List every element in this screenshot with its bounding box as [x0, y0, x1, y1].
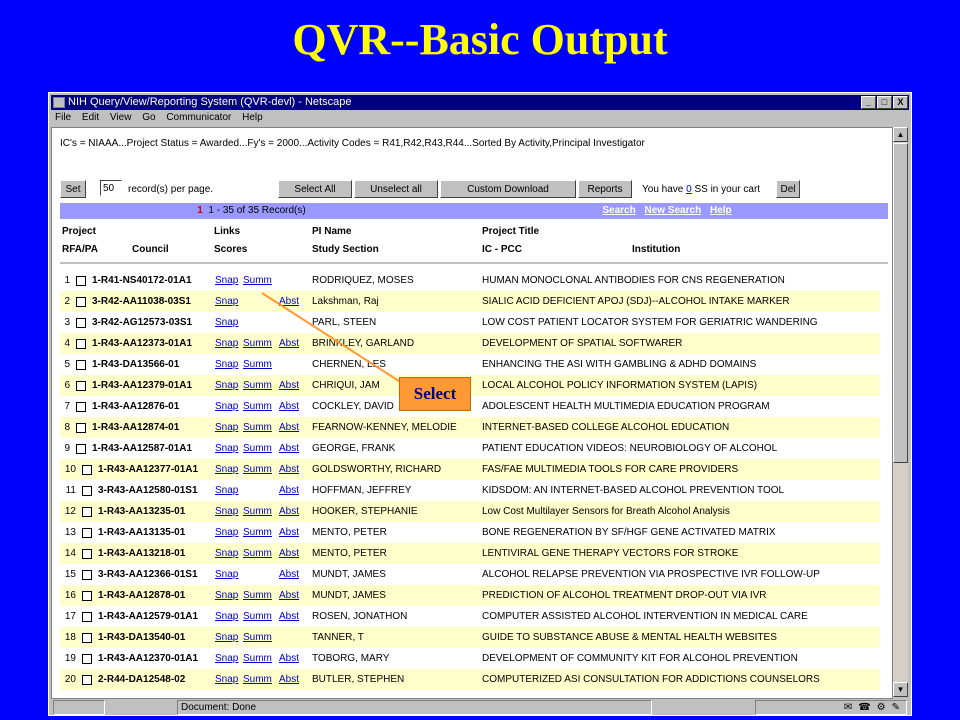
search-criteria: IC's = NIAAA...Project Status = Awarded...Fy's = 2000...Activity Codes = R41,R42,R43,R44...Sorted By Activity,Principal Investigator: [60, 138, 645, 149]
menu-communicator[interactable]: Communicator: [166, 112, 232, 123]
snap-link[interactable]: Snap: [215, 674, 239, 685]
project-title: PREDICTION OF ALCOHOL TREATMENT DROP-OUT VIA IVR: [482, 590, 767, 601]
row-number: 10: [64, 464, 76, 475]
row-number: 4: [64, 338, 70, 349]
scroll-down-button[interactable]: ▼: [893, 682, 908, 697]
slide-title: QVR--Basic Output: [292, 15, 668, 64]
abst-link[interactable]: Abst: [279, 485, 300, 496]
close-button[interactable]: X: [893, 96, 908, 109]
project-id: 1-R43-AA12878-01: [98, 590, 186, 601]
project-id: 1-R43-AA13135-01: [98, 527, 186, 538]
abst-link[interactable]: Abst: [279, 422, 300, 433]
row-number: 8: [64, 422, 70, 433]
snap-link[interactable]: Snap: [215, 338, 239, 349]
project-title: LENTIVIRAL GENE THERAPY VECTORS FOR STROKE: [482, 548, 739, 559]
row-number: 11: [65, 485, 76, 496]
row-number: 7: [64, 401, 70, 412]
project-id: 1-R43-DA13566-01: [92, 359, 180, 370]
pi-name: ROSEN, JONATHON: [312, 611, 408, 622]
abst-link[interactable]: Abst: [279, 569, 300, 580]
unselect-all-button[interactable]: Unselect all: [354, 180, 438, 198]
project-id: 1-R43-AA12876-01: [92, 401, 180, 412]
project-id: 1-R43-AA12379-01A1: [92, 380, 193, 391]
cart-count-link[interactable]: 0: [686, 184, 692, 195]
header-links: Links: [214, 226, 241, 237]
summ-link[interactable]: Summ: [243, 401, 272, 412]
select-callout: Select: [399, 377, 471, 411]
project-id: 3-R43-AA12366-01S1: [98, 569, 198, 580]
header-scores: Scores: [214, 244, 248, 255]
snap-link[interactable]: Snap: [215, 317, 239, 328]
project-id: 3-R42-AA11038-03S1: [92, 296, 191, 307]
project-id: 1-R43-DA13540-01: [98, 632, 186, 643]
pi-name: TANNER, T: [312, 632, 364, 643]
menu-edit[interactable]: Edit: [81, 112, 100, 123]
abst-link[interactable]: Abst: [279, 296, 300, 307]
pi-name: CHRIQUI, JAM: [312, 380, 380, 391]
snap-link[interactable]: Snap: [215, 443, 239, 454]
project-title: GUIDE TO SUBSTANCE ABUSE & MENTAL HEALTH WEBSITES: [482, 632, 777, 643]
snap-link[interactable]: Snap: [215, 359, 239, 370]
pi-name: MUNDT, JAMES: [312, 569, 386, 580]
pi-name: BUTLER, STEPHEN: [312, 674, 405, 685]
snap-link[interactable]: Snap: [215, 548, 239, 559]
pi-name: HOOKER, STEPHANIE: [312, 506, 418, 517]
project-title: KIDSDOM: AN INTERNET-BASED ALCOHOL PREVENTION TOOL: [482, 485, 785, 496]
abst-link[interactable]: Abst: [279, 548, 300, 559]
per-page-label: record(s) per page.: [128, 184, 214, 195]
header-institution: Institution: [632, 244, 681, 255]
project-title: LOW COST PATIENT LOCATOR SYSTEM FOR GERIATRIC WANDERING: [482, 317, 818, 328]
project-title: ALCOHOL RELAPSE PREVENTION VIA PROSPECTIVE IVR FOLLOW-UP: [482, 569, 820, 580]
summ-link[interactable]: Summ: [243, 464, 272, 475]
summ-link[interactable]: Summ: [243, 338, 272, 349]
snap-link[interactable]: Snap: [215, 527, 239, 538]
snap-link[interactable]: Snap: [215, 590, 239, 601]
project-title: DEVELOPMENT OF COMMUNITY KIT FOR ALCOHOL PREVENTION: [482, 653, 798, 664]
project-title: INTERNET-BASED COLLEGE ALCOHOL EDUCATION: [482, 422, 730, 433]
maximize-button[interactable]: □: [877, 96, 892, 109]
snap-link[interactable]: Snap: [215, 401, 239, 412]
abst-link[interactable]: Abst: [279, 401, 300, 412]
summ-link[interactable]: Summ: [243, 359, 272, 370]
header-council: Council: [132, 244, 169, 255]
reports-button[interactable]: Reports: [578, 180, 632, 198]
header-rfa: RFA/PA: [62, 244, 98, 255]
summ-link[interactable]: Summ: [243, 422, 272, 433]
project-id: 1-R43-AA12874-01: [92, 422, 180, 433]
new-search-link[interactable]: New Search: [644, 205, 702, 216]
pi-name: CHERNEN, LES: [312, 359, 386, 370]
snap-link[interactable]: Snap: [215, 611, 239, 622]
snap-link[interactable]: Snap: [215, 485, 239, 496]
row-number: 13: [64, 527, 76, 538]
pi-name: GOLDSWORTHY, RICHARD: [312, 464, 442, 475]
summ-link[interactable]: Summ: [243, 506, 272, 517]
abst-link[interactable]: Abst: [279, 380, 300, 391]
header-pi-name: PI Name: [312, 226, 352, 237]
project-id: 2-R44-DA12548-02: [98, 674, 186, 685]
cart-prefix: You have: [642, 184, 684, 195]
header-project: Project: [62, 226, 96, 237]
project-id: 3-R42-AG12573-03S1: [92, 317, 193, 328]
project-id: 1-R43-AA12579-01A1: [98, 611, 199, 622]
pi-name: RODRIQUEZ, MOSES: [312, 275, 414, 286]
set-button[interactable]: Set: [60, 180, 86, 198]
snap-link[interactable]: Snap: [215, 464, 239, 475]
pi-name: HOFFMAN, JEFFREY: [312, 485, 412, 496]
snap-link[interactable]: Snap: [215, 632, 239, 643]
project-title: COMPUTERIZED ASI CONSULTATION FOR ADDICTIONS COUNSELORS: [482, 674, 820, 685]
menu-help[interactable]: Help: [242, 112, 263, 123]
project-id: 1-R43-AA12377-01A1: [98, 464, 199, 475]
record-range: 1 - 35 of 35 Record(s): [208, 205, 306, 216]
summ-link[interactable]: Summ: [243, 611, 272, 622]
del-button[interactable]: Del: [776, 180, 800, 198]
row-number: 16: [64, 590, 76, 601]
row-number: 19: [64, 653, 76, 664]
project-id: 1-R43-AA12373-01A1: [92, 338, 193, 349]
custom-download-button[interactable]: Custom Download: [440, 180, 576, 198]
snap-link[interactable]: Snap: [215, 653, 239, 664]
summ-link[interactable]: Summ: [243, 653, 272, 664]
summ-link[interactable]: Summ: [243, 527, 272, 538]
summ-link[interactable]: Summ: [243, 380, 272, 391]
snap-link[interactable]: Snap: [215, 296, 239, 307]
minimize-button[interactable]: _: [861, 96, 876, 109]
project-title: ENHANCING THE ASI WITH GAMBLING & ADHD DOMAINS: [482, 359, 757, 370]
pi-name: TOBORG, MARY: [312, 653, 390, 664]
abst-link[interactable]: Abst: [279, 674, 300, 685]
summ-link[interactable]: Summ: [243, 632, 272, 643]
abst-link[interactable]: Abst: [279, 527, 300, 538]
summ-link[interactable]: Summ: [243, 275, 272, 286]
pi-name: COCKLEY, DAVID: [312, 401, 394, 412]
component-bar[interactable]: ✉☎⚙✎: [755, 700, 907, 715]
header-ic-pcc: IC - PCC: [482, 244, 522, 255]
row-number: 12: [64, 506, 76, 517]
pi-name: MUNDT, JAMES: [312, 590, 386, 601]
row-number: 5: [64, 359, 70, 370]
select-all-button[interactable]: Select All: [278, 180, 352, 198]
abst-link[interactable]: Abst: [279, 464, 300, 475]
menu-file[interactable]: File: [55, 112, 72, 123]
row-number: 17: [64, 611, 76, 622]
project-title: ADOLESCENT HEALTH MULTIMEDIA EDUCATION PROGRAM: [482, 401, 770, 412]
abst-link[interactable]: Abst: [279, 611, 300, 622]
project-id: 1-R43-AA13218-01: [98, 548, 186, 559]
summ-link[interactable]: Summ: [243, 548, 272, 559]
project-title: BONE REGENERATION BY SF/HGF GENE ACTIVATED MATRIX: [482, 527, 776, 538]
abst-link[interactable]: Abst: [279, 590, 300, 601]
pi-name: BRINKLEY, GARLAND: [312, 338, 415, 349]
pi-name: MENTO, PETER: [312, 548, 387, 559]
abst-link[interactable]: Abst: [279, 443, 300, 454]
row-number: 20: [64, 674, 76, 685]
summ-link[interactable]: Summ: [243, 590, 272, 601]
status-text: Document: Done: [177, 700, 652, 715]
pi-name: FEARNOW-KENNEY, MELODIE: [312, 422, 457, 433]
project-id: 1-R43-AA13235-01: [98, 506, 186, 517]
project-title: HUMAN MONOCLONAL ANTIBODIES FOR CNS REGENERATION: [482, 275, 785, 286]
menu-go[interactable]: Go: [142, 112, 156, 123]
header-project-title: Project Title: [482, 226, 540, 237]
row-number: 9: [64, 443, 70, 454]
menu-view[interactable]: View: [109, 112, 132, 123]
row-number: 6: [64, 380, 70, 391]
row-number: 18: [64, 632, 76, 643]
row-number: 14: [64, 548, 76, 559]
current-page[interactable]: 1: [197, 205, 203, 216]
window-title: NIH Query/View/Reporting System (QVR-devl) - Netscape: [68, 96, 352, 108]
search-link[interactable]: Search: [602, 205, 636, 216]
project-title: COMPUTER ASSISTED ALCOHOL INTERVENTION IN MEDICAL CARE: [482, 611, 808, 622]
abst-link[interactable]: Abst: [279, 338, 300, 349]
help-link[interactable]: Help: [709, 205, 732, 216]
row-number: 3: [64, 317, 70, 328]
snap-link[interactable]: Snap: [215, 422, 239, 433]
pi-name: PARL, STEEN: [312, 317, 377, 328]
project-title: LOCAL ALCOHOL POLICY INFORMATION SYSTEM (LAPIS): [482, 380, 758, 391]
pi-name: MENTO, PETER: [312, 527, 387, 538]
project-id: 1-R43-AA12370-01A1: [98, 653, 199, 664]
summ-link[interactable]: Summ: [243, 674, 272, 685]
project-title: SIALIC ACID DEFICIENT APOJ (SDJ)--ALCOHOL INTAKE MARKER: [482, 296, 790, 307]
abst-link[interactable]: Abst: [279, 653, 300, 664]
per-page-input[interactable]: 50: [100, 180, 122, 196]
header-study-section: Study Section: [312, 244, 379, 255]
project-title: DEVELOPMENT OF SPATIAL SOFTWARER: [482, 338, 683, 349]
cart-suffix: SS in your cart: [694, 184, 761, 195]
project-id: 3-R43-AA12580-01S1: [98, 485, 198, 496]
row-number: 2: [64, 296, 70, 307]
row-number: 1: [64, 275, 70, 286]
project-title: Low Cost Multilayer Sensors for Breath Alcohol Analysis: [482, 506, 730, 517]
summ-link[interactable]: Summ: [243, 443, 272, 454]
snap-link[interactable]: Snap: [215, 380, 239, 391]
row-number: 15: [64, 569, 76, 580]
pi-name: GEORGE, FRANK: [312, 443, 396, 454]
snap-link[interactable]: Snap: [215, 569, 239, 580]
abst-link[interactable]: Abst: [279, 506, 300, 517]
pi-name: Lakshman, Raj: [312, 296, 379, 307]
snap-link[interactable]: Snap: [215, 506, 239, 517]
project-title: FAS/FAE MULTIMEDIA TOOLS FOR CARE PROVIDERS: [482, 464, 739, 475]
project-title: PATIENT EDUCATION VIDEOS: NEUROBIOLOGY OF ALCOHOL: [482, 443, 778, 454]
scroll-up-button[interactable]: ▲: [893, 127, 908, 142]
project-id: 1-R43-AA12587-01A1: [92, 443, 193, 454]
project-id: 1-R41-NS40172-01A1: [92, 275, 192, 286]
snap-link[interactable]: Snap: [215, 275, 239, 286]
